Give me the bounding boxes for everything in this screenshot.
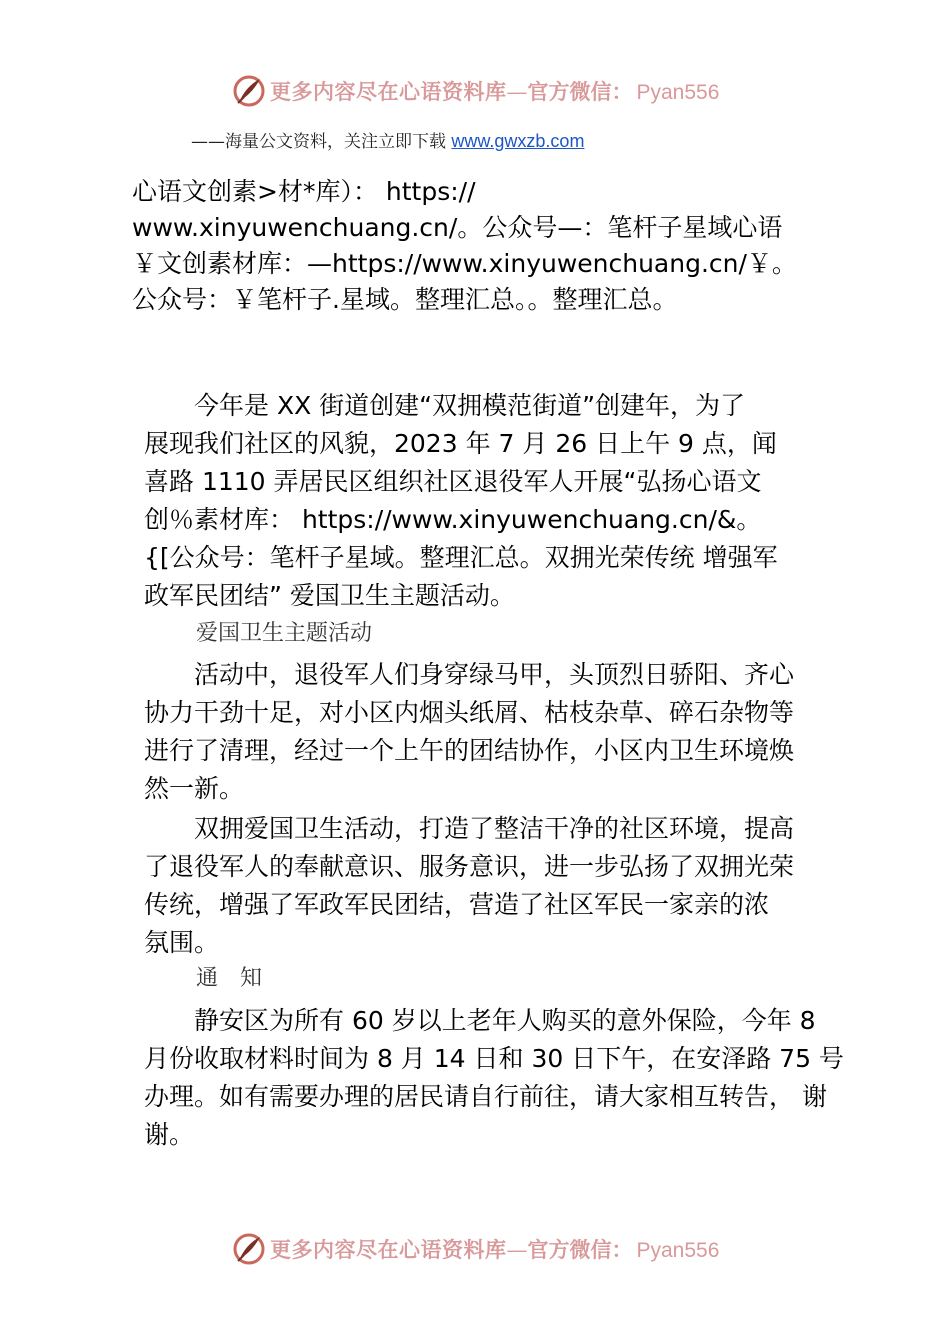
subtitle-link[interactable]: www.gwxzb.com [451, 131, 585, 151]
quill-logo-icon [232, 1232, 266, 1266]
intro-block [132, 174, 822, 318]
footer-main-text: 更多内容尽在心语资料库 [270, 1237, 507, 1262]
intro-line: 心语文创素>材*库）： https:// [132, 177, 476, 206]
header-dash: — [506, 80, 528, 104]
paragraph-line: 静安区为所有 60 岁以上老年人购买的意外保险，今年 8 [194, 1006, 816, 1035]
footer-wechat-label: 官方微信： [527, 1237, 633, 1262]
paragraph-line: 进行了清理，经过一个上午的团结协作，小区内卫生环境焕 [144, 736, 795, 765]
paragraph-line: 氛围。 [144, 928, 220, 957]
paragraph-line: 月份收取材料时间为 8 月 14 日和 30 日下午，在安泽路 75 号 [144, 1044, 844, 1073]
intro-line: 公众号：￥笔杆子.星域。整理汇总。。整理汇总。 [132, 285, 678, 314]
intro-line: www.xinyuwenchuang.cn/。公众号—：笔杆子星域心语 [132, 213, 783, 242]
paragraph-line: 了退役军人的奉献意识、服务意识，进一步弘扬了双拥光荣 [144, 852, 795, 881]
paragraph-line: 创％素材库： https://www.xinyuwenchuang.cn/&。 [144, 505, 762, 534]
paragraph-1 [144, 387, 824, 615]
paragraph-line: {[公众号：笔杆子星域。整理汇总。双拥光荣传统 增强军 [144, 543, 778, 572]
subtitle [191, 128, 584, 155]
section-heading-notice: 通知 [196, 966, 285, 991]
paragraph-2 [144, 656, 824, 808]
paragraph-line: 政军民团结” 爱国卫生主题活动。 [144, 581, 515, 610]
paragraph-line: 今年是 XX 街道创建“双拥模范街道”创建年，为了 [194, 391, 746, 420]
subtitle-prefix: ——海量公文资料，关注立即下载 [191, 132, 452, 152]
paragraph-line: 展现我们社区的风貌，2023 年 7 月 26 日上午 9 点，闻 [144, 429, 777, 458]
paragraph-line: 然一新。 [144, 774, 245, 803]
paragraph-line: 谢。 [144, 1120, 195, 1149]
header-wechat-label: 官方微信： [527, 79, 633, 104]
paragraph-line: 活动中，退役军人们身穿绿马甲，头顶烈日骄阳、齐心 [194, 660, 795, 689]
quill-logo-icon [232, 74, 266, 108]
header-main-text: 更多内容尽在心语资料库 [270, 79, 507, 104]
header-wechat-id: Pyan556 [636, 81, 720, 104]
paragraph-line: 协力干劲十足，对小区内烟头纸屑、枯枝杂草、碎石杂物等 [144, 698, 795, 727]
paragraph-3 [144, 810, 824, 962]
paragraph-line: 双拥爱国卫生活动，打造了整洁干净的社区环境，提高 [194, 814, 795, 843]
intro-line: ￥文创素材库：—https://www.xinyuwenchuang.cn/￥。 [132, 249, 797, 278]
paragraph-line: 喜路 1110 弄居民区组织社区退役军人开展“弘扬心语文 [144, 467, 762, 496]
paragraph-line: 传统，增强了军政军民团结，营造了社区军民一家亲的浓 [144, 890, 770, 919]
section-heading-patriotic-health: 爱国卫生主题活动 [196, 621, 373, 646]
footer-banner [0, 1228, 950, 1276]
footer-wechat-id: Pyan556 [636, 1239, 720, 1262]
header-banner [0, 70, 950, 118]
footer-dash: — [506, 1238, 528, 1262]
paragraph-line: 办理。如有需要办理的居民请自行前往，请大家相互转告， 谢 [144, 1082, 827, 1111]
paragraph-4 [144, 1002, 844, 1154]
